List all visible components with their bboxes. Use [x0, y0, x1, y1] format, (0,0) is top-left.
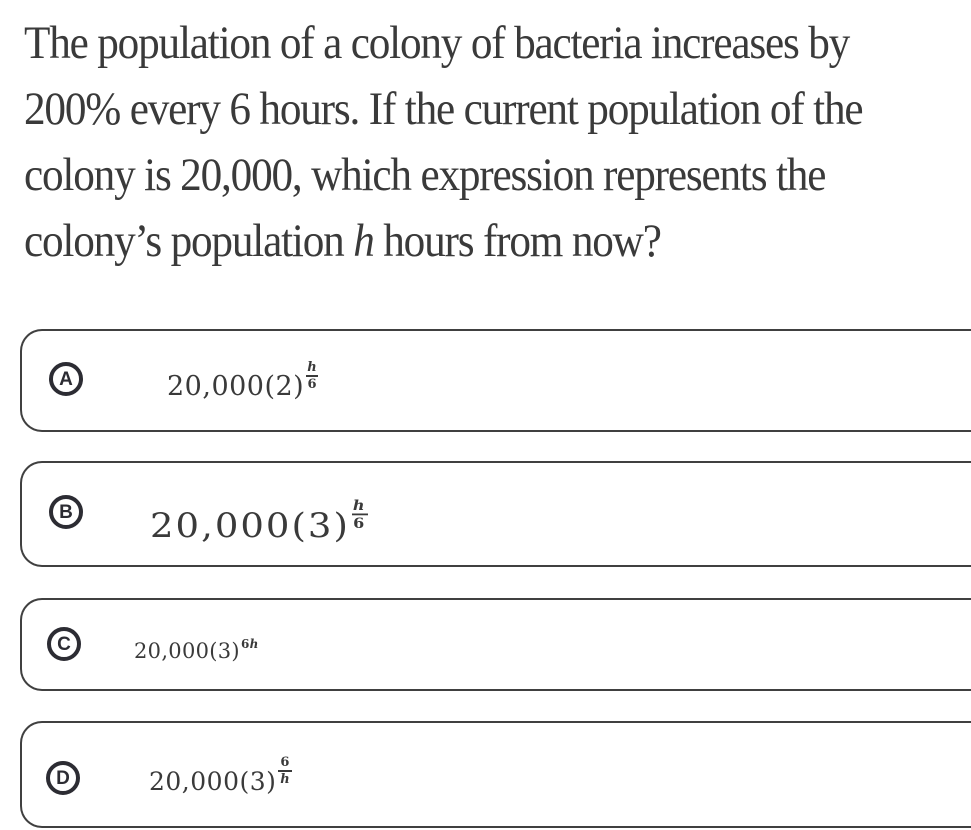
answer-option-a[interactable]	[20, 329, 971, 432]
answer-option-c[interactable]	[20, 598, 971, 691]
option-d-base: 20,000(3)	[149, 767, 277, 796]
option-d-exponent-numerator: 6	[280, 755, 290, 770]
answer-option-d[interactable]	[20, 721, 971, 828]
option-a-exponent-numerator: h	[307, 360, 318, 375]
option-c-base: 20,000(3)	[134, 639, 240, 663]
option-b-base: 20,000(3)	[150, 506, 350, 545]
option-a-base: 20,000(2)	[167, 371, 305, 402]
option-a-exponent-denominator: 6	[307, 377, 317, 392]
question-line-4-end: hours from now?	[373, 215, 661, 267]
option-d-expression	[149, 755, 292, 810]
option-c-exponent	[241, 637, 259, 651]
question-line-4	[24, 208, 884, 274]
option-c-exponent-coefficient: 6	[240, 637, 250, 651]
option-c-exponent-variable: h	[249, 637, 259, 651]
option-letter-c-icon: C	[47, 627, 81, 661]
question-line-4-start: colony’s population	[24, 215, 354, 267]
option-b-exponent-denominator: 6	[353, 514, 367, 532]
option-b-expression	[150, 496, 368, 558]
question-line-1: The population of a colony of bacteria increases by	[24, 17, 850, 69]
option-a-exponent	[306, 361, 318, 391]
variable-h: h	[353, 215, 374, 267]
question-line-3: colony is 20,000, which expression represents the	[24, 149, 826, 201]
answer-option-b[interactable]	[20, 461, 971, 567]
question-line-2: 200% every 6 hours. If the current population of the	[24, 83, 863, 135]
option-b-exponent-numerator: h	[352, 496, 367, 514]
option-letter-a-icon: A	[49, 362, 83, 396]
option-a-expression	[167, 360, 318, 415]
option-letter-d-icon: D	[46, 761, 80, 795]
option-b-exponent	[352, 498, 368, 530]
question-text	[24, 10, 884, 274]
option-d-exponent	[278, 756, 292, 786]
option-letter-b-icon: B	[49, 495, 83, 529]
option-c-expression	[134, 637, 259, 663]
option-d-exponent-denominator: h	[280, 772, 291, 787]
